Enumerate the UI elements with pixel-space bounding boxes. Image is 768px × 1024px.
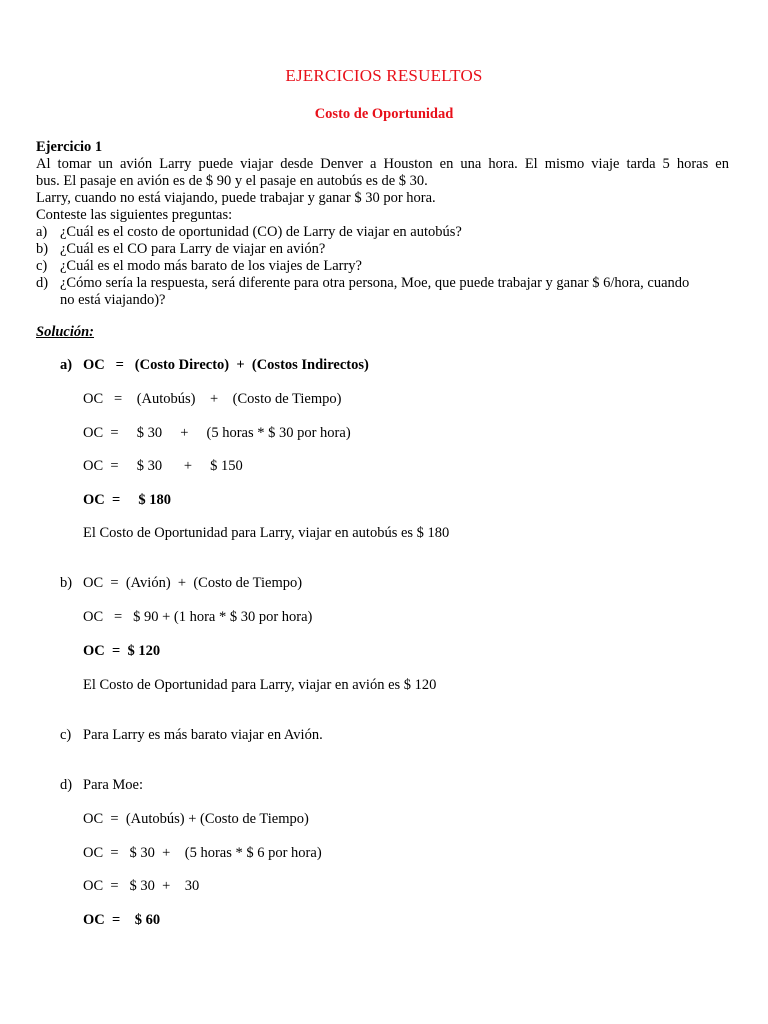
solution-d-step-1: OC = (Autobús) + (Costo de Tiempo) — [83, 811, 309, 827]
exercise-heading: Ejercicio 1 — [36, 139, 103, 155]
page-title: EJERCICIOS RESUELTOS — [285, 66, 483, 85]
solution-d-mark: d) — [60, 777, 73, 793]
solution-b-step-1: OC = $ 90 + (1 hora * $ 30 por hora) — [83, 609, 313, 625]
solution-d-step-3: OC = $ 30 + 30 — [83, 878, 200, 894]
question-mark: d) — [36, 275, 49, 291]
solution-a-formula: OC = (Costo Directo) + (Costos Indirectos) — [83, 357, 369, 373]
solution-a-mark: a) — [60, 357, 73, 373]
exercise-intro-line-3: Larry, cuando no está viajando, puede trabajar y ganar $ 30 por hora. — [36, 190, 436, 206]
solution-a-step-1: OC = (Autobús) + (Costo de Tiempo) — [83, 391, 342, 407]
exercise-intro-line-4: Conteste las siguientes preguntas: — [36, 207, 233, 223]
solution-b-formula: OC = (Avión) + (Costo de Tiempo) — [83, 575, 303, 591]
solution-d-result: OC = $ 60 — [83, 912, 161, 928]
question-mark: c) — [36, 258, 48, 274]
solution-heading: Solución: — [36, 324, 95, 340]
solution-a-conclusion: El Costo de Oportunidad para Larry, viajar en autobús es $ 180 — [83, 525, 450, 541]
solution-a-result: OC = $ 180 — [83, 492, 172, 508]
question-text: ¿Cuál es el CO para Larry de viajar en avión? — [60, 241, 326, 257]
question-c — [36, 258, 362, 275]
solution-b-conclusion: El Costo de Oportunidad para Larry, viajar en avión es $ 120 — [83, 677, 437, 693]
solution-b-mark: b) — [60, 575, 73, 591]
question-mark: b) — [36, 241, 49, 257]
solution-a-step-3: OC = $ 30 + $ 150 — [83, 458, 243, 474]
question-text: ¿Cómo sería la respuesta, será diferente para otra persona, Moe, que puede trabajar y ganar $ 6/hora, cuando — [60, 275, 690, 291]
question-mark: a) — [36, 224, 48, 240]
solution-a-step-2: OC = $ 30 + (5 horas * $ 30 por hora) — [83, 425, 351, 441]
solution-b-result: OC = $ 120 — [83, 643, 161, 659]
solution-c-mark: c) — [60, 727, 72, 743]
question-text: no está viajando)? — [60, 292, 166, 308]
question-d-continued — [36, 292, 166, 309]
question-text: ¿Cuál es el modo más barato de los viajes de Larry? — [60, 258, 362, 274]
solution-d-text: Para Moe: — [83, 777, 143, 793]
question-text: ¿Cuál es el costo de oportunidad (CO) de Larry de viajar en autobús? — [60, 224, 462, 240]
exercise-intro-line-1: Al tomar un avión Larry puede viajar desde Denver a Houston en una hora. El mismo viaje tarda 5 horas en — [36, 156, 729, 172]
page-subtitle: Costo de Oportunidad — [314, 106, 454, 122]
question-b — [36, 241, 325, 258]
question-a — [36, 224, 462, 241]
question-d — [36, 275, 689, 292]
exercise-intro-line-2: bus. El pasaje en avión es de $ 90 y el pasaje en autobús es de $ 30. — [36, 173, 428, 189]
solution-d-step-2: OC = $ 30 + (5 horas * $ 6 por hora) — [83, 845, 322, 861]
solution-c-text: Para Larry es más barato viajar en Avión. — [83, 727, 323, 743]
